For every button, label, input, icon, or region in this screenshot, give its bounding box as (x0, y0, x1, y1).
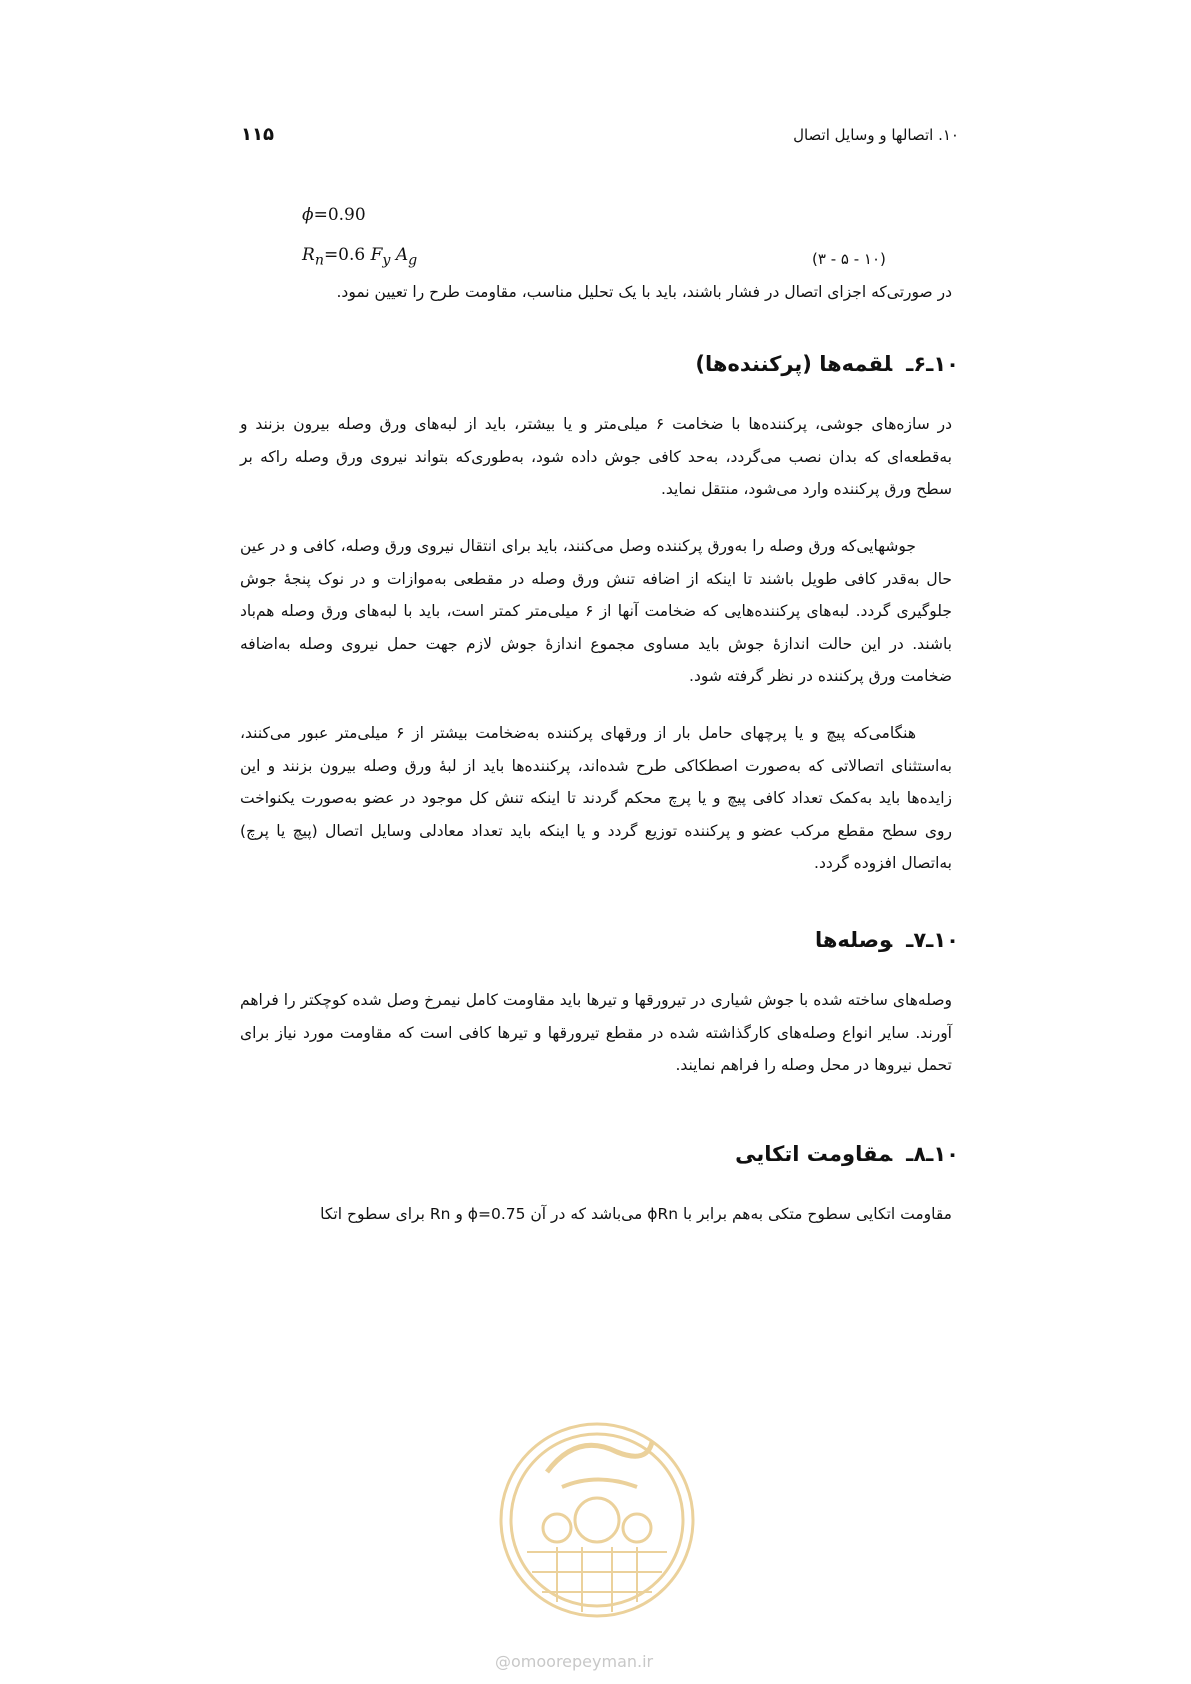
rn-formula: $R_n=0.6$ $F_y$ $A_g$ (302, 245, 418, 269)
section-8-heading (735, 1142, 959, 1166)
section-6-number: ۱۰ـ۶ـ (906, 352, 959, 376)
section-8-number: ۱۰ـ۸ـ (906, 1142, 959, 1166)
section-7-paragraph: وصله‌های ساخته شده با جوش شیاری در تیرورقها و تیرها باید مقاومت کامل نیمرخ وصل شده کوچکتر را فراهم آورند. سایر انواع وصله‌های کارگذاشته شده در مقطع تیرورقها و تیرها کافی است که مقاومت مورد نیاز برای تحمل نیروها در محل وصله را فراهم نمایند. (240, 991, 952, 1074)
running-header-title: ۱۰. اتصالها و وسایل اتصال (793, 126, 959, 144)
section-7-number: ۱۰ـ۷ـ (906, 928, 959, 952)
watermark-website: @omoorepeyman.ir (495, 1652, 654, 1671)
watermark-logo (487, 1402, 707, 1642)
section-6-paragraph-1: در سازه‌های جوشی، پرکننده‌ها با ضخامت ۶ میلی‌متر و یا بیشتر، باید از لبه‌های ورق وصله بیرون بزنند و به‌قطعه‌ای که بدان نصب می‌گردد، به‌حد کافی جوش داده شود، به‌طوری‌که بتواند نیروی ورق وصله راکه بر سطح ورق پرکننده وارد می‌شود، منتقل نماید. (240, 415, 953, 498)
section-6-title: لقمه‌ها (پرکننده‌ها) (695, 352, 893, 376)
equation-number: (۱۰ - ۵ - ۳) (812, 250, 886, 268)
section-6-paragraph-3: هنگامی‌که پیچ و یا پرچهای حامل بار از ورقهای پرکننده به‌ضخامت بیشتر از ۶ میلی‌متر عبور می‌کنند، به‌استثنای اتصالاتی که به‌صورت اصطکاکی طرح شده‌اند، پرکننده‌ها باید از لبهٔ ورق وصله بیرون بزنند و این زایده‌ها باید به‌کمک تعداد کافی پیچ و یا پرچ محکم گردند تا اینکه تنش کل موجود در عضو به‌صورت یکنواخت روی سطح مقطع مرکب عضو و پرکننده توزیع گردد و یا اینکه باید تعداد معادلی وسایل اتصال (پیچ یا پرچ) به‌اتصال افزوده گردد. (240, 724, 952, 872)
section-6-heading (695, 352, 959, 376)
section-8-paragraph: مقاومت اتکایی سطوح متکی به‌هم برابر با ϕRn می‌باشد که در آن ϕ=0.75 و Rn برای سطوح اتکا (320, 1205, 952, 1223)
intro-paragraph: در صورتی‌که اجزای اتصال در فشار باشند، باید با یک تحلیل مناسب، مقاومت طرح را تعیین نمود. (336, 283, 952, 301)
section-7-title: وصله‌ها (814, 928, 893, 952)
section-7-heading (815, 928, 959, 952)
section-6-paragraph-2: جوشهایی‌که ورق وصله را به‌ورق پرکننده وصل می‌کنند، باید برای انتقال نیروی ورق وصله، کافی و در عین حال به‌قدر کافی طویل باشند تا اینکه از اضافه تنش ورق وصله در مقطعی به‌موازات و در نوک پنجهٔ جوش جلوگیری گردد. لبه‌های پرکننده‌هایی که ضخامت آنها از ۶ میلی‌متر کمتر است، باید با لبه‌های ورق وصله هم‌باد باشند. در این حالت اندازهٔ جوش باید مساوی مجموع اندازهٔ جوش لازم جهت حمل نیروی وصله به‌اضافه ضخامت ورق پرکننده در نظر گرفته شود. (240, 537, 952, 685)
page-number: ۱۱۵ (241, 124, 274, 145)
section-8-title: مقاومت اتکایی (735, 1142, 893, 1166)
phi-formula: ϕ=0.90 (302, 205, 366, 225)
